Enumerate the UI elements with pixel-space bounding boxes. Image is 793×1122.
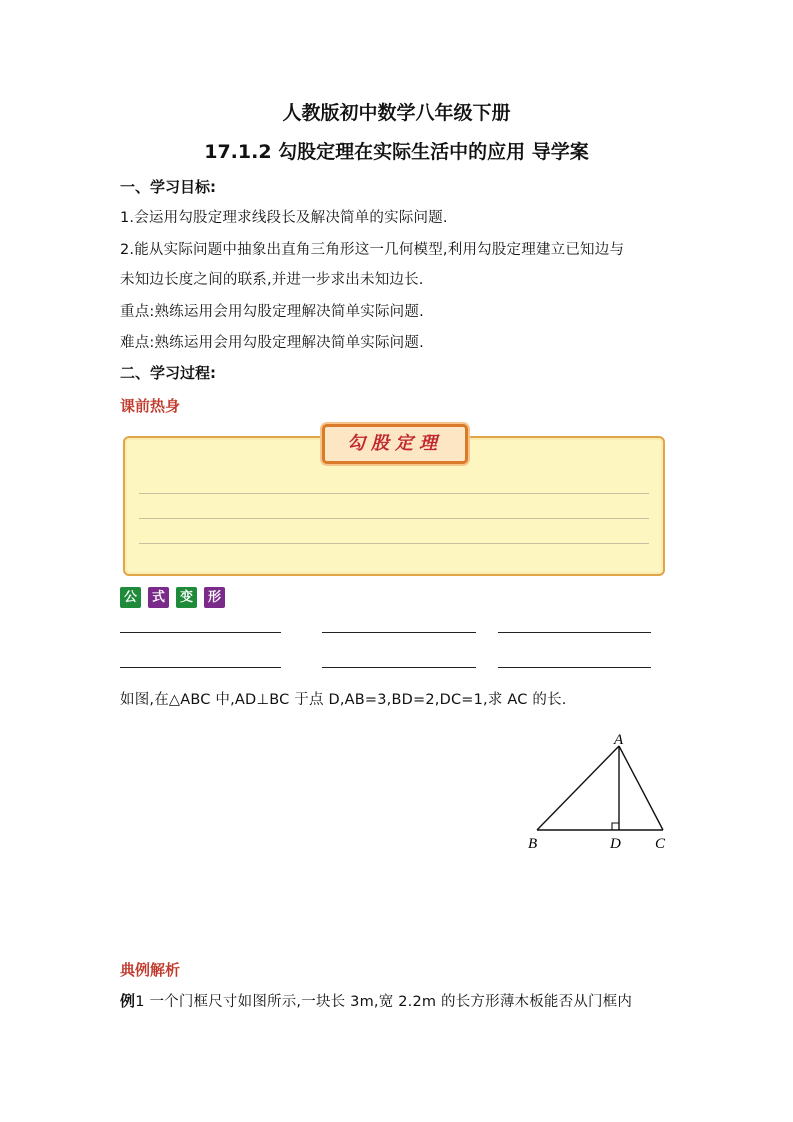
document-title: 人教版初中数学八年级下册	[282, 102, 511, 124]
triangle-figure	[520, 728, 680, 858]
formula-badge-1: 公	[120, 587, 141, 608]
note-writing-line	[139, 493, 649, 494]
segment-ab	[537, 746, 619, 830]
objective-item-2-line-1: 2.能从实际问题中抽象出直角三角形这一几何模型,利用勾股定理建立已知边与	[120, 242, 625, 258]
vertex-label-b: B	[528, 836, 538, 852]
point-label-d: D	[610, 836, 621, 852]
key-point: 重点:熟练运用会用勾股定理解决简单实际问题.	[120, 304, 424, 320]
right-angle-mark	[612, 823, 619, 830]
answer-blank[interactable]	[322, 632, 476, 633]
theorem-banner: 勾股定理	[322, 424, 468, 464]
process-heading: 二、学习过程:	[120, 364, 216, 382]
objective-item-2-line-2: 未知边长度之间的联系,并进一步求出未知边长.	[120, 272, 424, 288]
answer-blank[interactable]	[120, 632, 281, 633]
segment-ac	[619, 746, 663, 830]
answer-blank[interactable]	[120, 667, 281, 668]
warmup-label: 课前热身	[120, 397, 181, 415]
formula-badge-2: 式	[148, 587, 169, 608]
warmup-question: 如图,在△ABC 中,AD⊥BC 于点 D,AB=3,BD=2,DC=1,求 AC 的长.	[120, 692, 567, 708]
objectives-heading: 一、学习目标:	[120, 178, 216, 196]
note-writing-line	[139, 543, 649, 544]
answer-blank[interactable]	[498, 667, 651, 668]
vertex-label-c: C	[655, 836, 666, 852]
answer-blank[interactable]	[322, 667, 476, 668]
vertex-label-a: A	[614, 732, 624, 748]
note-writing-line	[139, 518, 649, 519]
document-subtitle: 17.1.2 勾股定理在实际生活中的应用 导学案	[204, 141, 589, 163]
answer-blank[interactable]	[498, 632, 651, 633]
example-1-prefix: 例	[120, 992, 136, 1010]
example-1	[120, 990, 632, 1011]
example-1-text: 1 一个门框尺寸如图所示,一块长 3m,宽 2.2m 的长方形薄木板能否从门框内	[135, 994, 633, 1010]
difficulty-point: 难点:熟练运用会用勾股定理解决简单实际问题.	[120, 335, 424, 351]
formula-badge-4: 形	[204, 587, 225, 608]
examples-label: 典例解析	[120, 961, 181, 979]
objective-item-1: 1.会运用勾股定理求线段长及解决简单的实际问题.	[120, 210, 448, 226]
formula-badge-3: 变	[176, 587, 197, 608]
